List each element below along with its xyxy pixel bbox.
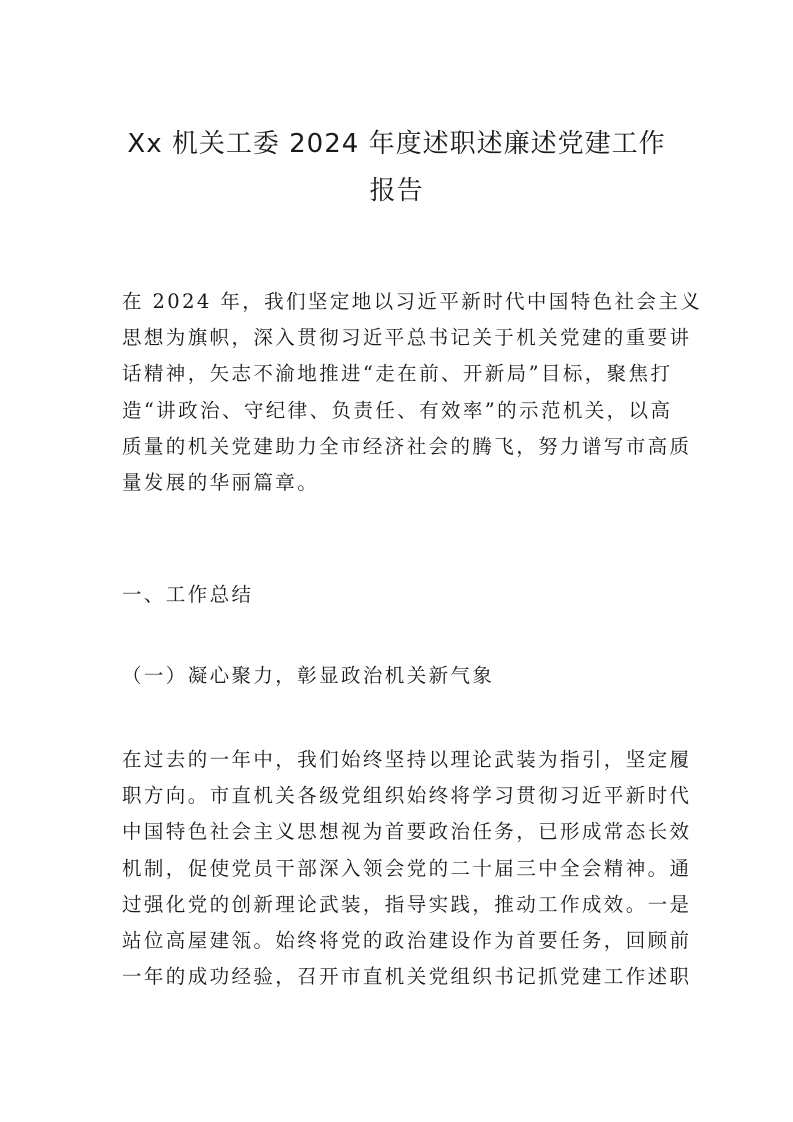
body-line: 过强化党的创新理论武装，指导实践，推动工作成效。一是 [122, 892, 692, 916]
body-paragraph [122, 742, 692, 995]
intro-line: 质量的机关党建助力全市经济社会的腾飞，努力谱写市高质 [122, 434, 692, 458]
document-title-line-1: Xx 机关工委 2024 年度述职述廉述党建工作 [127, 129, 666, 159]
body-line: 机制，促使党员干部深入领会党的二十届三中全会精神。通 [122, 856, 692, 880]
intro-line: 量发展的华丽篇章。 [122, 470, 320, 494]
body-line: 一年的成功经验，召开市直机关党组织书记抓党建工作述职 [122, 965, 692, 989]
body-line: 中国特色社会主义思想视为首要政治任务，已形成常态长效 [122, 820, 692, 844]
intro-paragraph [122, 284, 703, 501]
body-line: 职方向。市直机关各级党组织始终将学习贯彻习近平新时代 [122, 784, 692, 808]
document-title-line-2: 报告 [369, 176, 424, 206]
body-line: 站位高屋建瓴。始终将党的政治建设作为首要任务，回顾前 [122, 928, 692, 952]
intro-line: 造“讲政治、守纪律、负责任、有效率”的示范机关，以高 [122, 398, 673, 422]
section-heading: 一、工作总结 [122, 583, 254, 606]
intro-line: 思想为旗帜，深入贯彻习近平总书记关于机关党建的重要讲 [122, 326, 692, 350]
body-line: 在过去的一年中，我们始终坚持以理论武装为指引，坚定履 [122, 748, 692, 771]
intro-line: 在 2024 年，我们坚定地以习近平新时代中国特色社会主义 [122, 290, 703, 313]
intro-line: 话精神，矢志不渝地推进“走在前、开新局”目标，聚焦打 [122, 362, 673, 386]
subsection-heading: （一）凝心聚力，彰显政治机关新气象 [122, 664, 495, 687]
